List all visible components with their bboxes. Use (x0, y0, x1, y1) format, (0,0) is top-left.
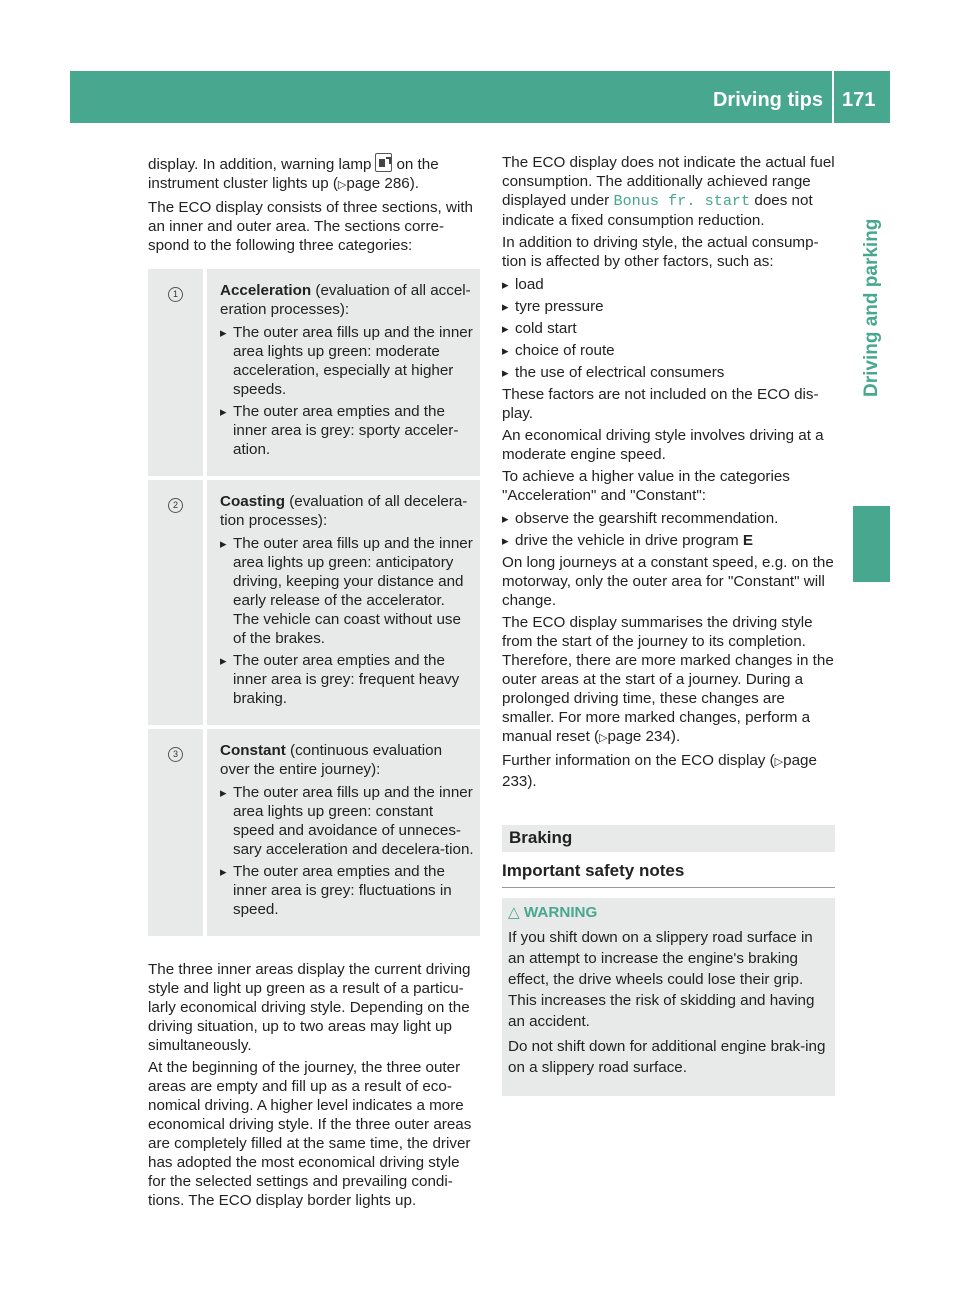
page-link[interactable]: page 233). (502, 752, 817, 790)
list-item: ▸ The outer area fills up and the inner area lights up green: moderate acceleration, especially at higher speeds. (220, 323, 474, 399)
list-item: ▸ tyre pressure (502, 297, 835, 316)
page-ref-icon: ▷ (774, 756, 784, 768)
page-ref-icon: ▷ (337, 179, 347, 191)
list-item: ▸ The outer area fills up and the inner area lights up green: constant speed and avoidance of unneces-sary acceleration and decelera-tion. (220, 783, 474, 859)
list-item: ▸ observe the gearshift recommendation. (502, 509, 835, 528)
header-title: Driving tips (712, 89, 823, 111)
page-link[interactable]: page 234). (607, 728, 681, 745)
list-item: ▸ load (502, 275, 835, 294)
right-column (502, 153, 835, 1096)
warning-triangle-icon: △ (508, 904, 520, 921)
paragraph: To achieve a higher value in the categories "Acceleration" and "Constant": (502, 468, 790, 504)
page-number: 171 (842, 89, 876, 111)
tip-list (502, 509, 835, 550)
table-row: 2 Coasting (evaluation of all decelera-tion processes): ▸ The outer area fills up and the inner area lights up green: anticipatory driving, keeping your distance and early release of the accelerator. The vehicle can coast without use of the brakes. ▸ The outer area empties and the inner area is grey: frequent heavy braking. (148, 480, 480, 725)
category-table (148, 269, 480, 936)
number-2-icon: 2 (168, 498, 183, 513)
paragraph: At the beginning of the journey, the three outer areas are empty and fill up as a result of eco-nomical driving. A higher level indicates a more economical driving style. If the three outer areas are completely filled at the same time, the driver has adopted the most economical driving style for the selected settings and prevailing condi-tions. The ECO display border lights up. (148, 1059, 472, 1209)
display-text: Bonus fr. start (613, 192, 751, 210)
paragraph: The ECO display summarises the driving style from the start of the journey to its completion. Therefore, there are more marked changes in the outer areas at the start of a journey. During a prolonged driving time, these changes are smaller. For more marked changes, perform a manual reset (▷page 234). (502, 614, 834, 745)
paragraph: In addition to driving style, the actual consump-tion is affected by other factors, such as: (502, 234, 819, 270)
list-item: ▸ The outer area empties and the inner area is grey: sporty acceler-ation. (220, 402, 474, 459)
list-item: ▸ choice of route (502, 341, 835, 360)
chapter-tab-label: Driving and parking (861, 218, 882, 397)
list-item: ▸ drive the vehicle in drive program E (502, 531, 835, 550)
list-item: ▸ The outer area empties and the inner area is grey: frequent heavy braking. (220, 651, 474, 708)
paragraph: An economical driving style involves driving at a moderate engine speed. (502, 427, 824, 463)
list-item: ▸ The outer area empties and the inner area is grey: fluctuations in speed. (220, 862, 474, 919)
number-1-icon: 1 (168, 287, 183, 302)
factor-list (502, 275, 835, 382)
warning-text: If you shift down on a slippery road surface in an attempt to increase the engine's braking effect, the drive wheels could lose their grip. This increases the risk of skidding and having an accident. (508, 929, 815, 1030)
list-item: ▸ cold start (502, 319, 835, 338)
table-row: 3 Constant (continuous evaluation over the entire journey): ▸ The outer area fills up and the inner area lights up green: constant speed and avoidance of unneces-sary acceleration and decelera-tion. ▸ The outer area empties and the inner area is grey: fluctuations in speed. (148, 729, 480, 936)
section-heading: Braking (502, 825, 835, 852)
paragraph: These factors are not included on the ECO dis-play. (502, 386, 819, 422)
fuel-warning-icon (375, 153, 392, 172)
chapter-marker (853, 506, 890, 582)
paragraph: The ECO display does not indicate the actual fuel consumption. The additionally achieved range displayed under Bonus fr. start does not indicate a fixed consumption reduction. (502, 154, 835, 229)
warning-header: △ WARNING (508, 904, 598, 921)
warning-box (502, 898, 835, 1096)
number-3-icon: 3 (168, 747, 183, 762)
page-ref-icon: ▷ (599, 732, 608, 744)
left-column (148, 153, 481, 1213)
page-link[interactable]: page 286). (346, 175, 420, 192)
table-row: 1 Acceleration (evaluation of all accel-eration processes): ▸ The outer area fills up and the inner area lights up green: moderate acceleration, especially at higher speeds. ▸ The outer area empties and the inner area is grey: sporty acceler-ation. (148, 269, 480, 476)
header-divider (832, 71, 834, 123)
subsection-heading: Important safety notes (502, 861, 835, 888)
list-item: ▸ The outer area fills up and the inner area lights up green: anticipatory driving, keeping your distance and early release of the accelerator. The vehicle can coast without use of the brakes. (220, 534, 474, 648)
paragraph: The three inner areas display the current driving style and light up green as a result of a particu-larly economical driving style. Depending on the driving situation, up to two areas may light up simultaneously. (148, 961, 471, 1054)
paragraph: On long journeys at a constant speed, e.g. on the motorway, only the outer area for "Constant" will change. (502, 554, 834, 609)
intro-paragraph-2: The ECO display consists of three sections, with an inner and outer area. The sections corre-spond to the following three categories: (148, 199, 473, 254)
paragraph: Further information on the ECO display (▷page 233). (502, 752, 817, 790)
intro-paragraph: display. In addition, warning lamp on the instrument cluster lights up (▷page 286). (148, 153, 481, 195)
warning-text: Do not shift down for additional engine brak-ing on a slippery road surface. (508, 1038, 826, 1076)
list-item: ▸ the use of electrical consumers (502, 363, 835, 382)
